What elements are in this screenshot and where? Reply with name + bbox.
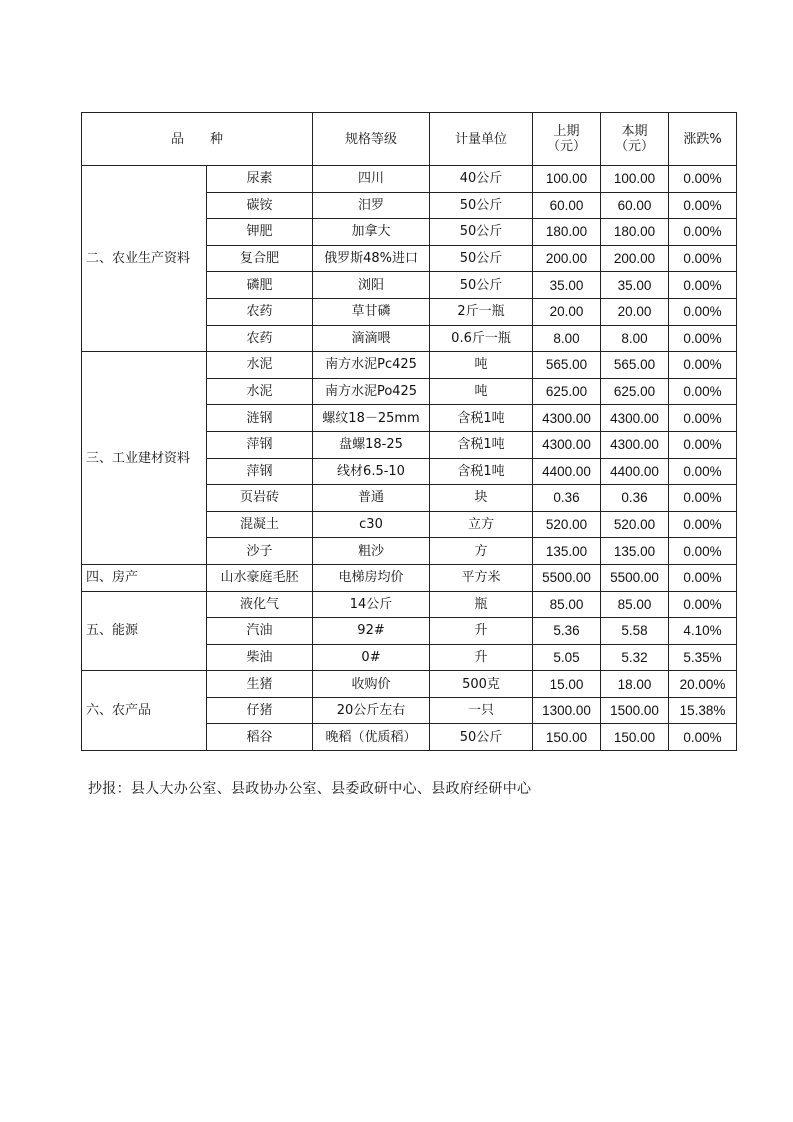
item-name: 萍钢	[207, 431, 313, 458]
previous-price: 20.00	[533, 298, 601, 325]
header-prev-price	[533, 113, 601, 166]
spec-grade: 南方水泥Po425	[313, 378, 430, 405]
spec-grade: 四川	[313, 166, 430, 193]
change-percent: 0.00%	[669, 724, 737, 751]
item-name: 混凝土	[207, 511, 313, 538]
change-percent: 0.00%	[669, 272, 737, 299]
change-percent: 15.38%	[669, 697, 737, 724]
measure-unit: 方	[430, 538, 533, 565]
table-row	[82, 352, 737, 379]
spec-grade: 螺纹18－25mm	[313, 405, 430, 432]
current-price: 35.00	[601, 272, 669, 299]
change-percent: 4.10%	[669, 618, 737, 645]
header-prev-line2: （元）	[547, 139, 587, 154]
measure-unit: 500克	[430, 671, 533, 698]
item-name: 仔猪	[207, 697, 313, 724]
item-name: 磷肥	[207, 272, 313, 299]
previous-price: 4300.00	[533, 431, 601, 458]
item-name: 农药	[207, 298, 313, 325]
item-name: 汽油	[207, 618, 313, 645]
measure-unit: 立方	[430, 511, 533, 538]
change-percent: 0.00%	[669, 591, 737, 618]
change-percent: 0.00%	[669, 352, 737, 379]
spec-grade: 俄罗斯48%进口	[313, 245, 430, 272]
item-name: 沙子	[207, 538, 313, 565]
previous-price: 0.36	[533, 485, 601, 512]
change-percent: 0.00%	[669, 219, 737, 246]
previous-price: 135.00	[533, 538, 601, 565]
spec-grade: 加拿大	[313, 219, 430, 246]
change-percent: 20.00%	[669, 671, 737, 698]
current-price: 5.32	[601, 644, 669, 671]
measure-unit: 2斤一瓶	[430, 298, 533, 325]
previous-price: 5500.00	[533, 564, 601, 591]
item-name: 页岩砖	[207, 485, 313, 512]
price-table	[81, 112, 737, 751]
measure-unit: 一只	[430, 697, 533, 724]
spec-grade: 盘螺18-25	[313, 431, 430, 458]
current-price: 5.58	[601, 618, 669, 645]
spec-grade: 0#	[313, 644, 430, 671]
category-label: 二、农业生产资料	[82, 166, 207, 352]
current-price: 1500.00	[601, 697, 669, 724]
measure-unit: 吨	[430, 378, 533, 405]
spec-grade: 92#	[313, 618, 430, 645]
spec-grade: 电梯房均价	[313, 564, 430, 591]
item-name: 稻谷	[207, 724, 313, 751]
spec-grade: 20公斤左右	[313, 697, 430, 724]
measure-unit: 50公斤	[430, 245, 533, 272]
spec-grade: c30	[313, 511, 430, 538]
previous-price: 200.00	[533, 245, 601, 272]
previous-price: 35.00	[533, 272, 601, 299]
copy-to-note: 抄报：县人大办公室、县政协办公室、县委政研中心、县政府经研中心	[88, 781, 532, 797]
measure-unit: 50公斤	[430, 192, 533, 219]
current-price: 8.00	[601, 325, 669, 352]
header-prev-line1: 上期	[553, 124, 580, 139]
spec-grade: 收购价	[313, 671, 430, 698]
measure-unit: 含税1吨	[430, 405, 533, 432]
change-percent: 0.00%	[669, 325, 737, 352]
category-label: 五、能源	[82, 591, 207, 671]
measure-unit: 0.6斤一瓶	[430, 325, 533, 352]
item-name: 萍钢	[207, 458, 313, 485]
current-price: 20.00	[601, 298, 669, 325]
item-name: 柴油	[207, 644, 313, 671]
previous-price: 565.00	[533, 352, 601, 379]
table-row	[82, 564, 737, 591]
spec-grade: 草甘磷	[313, 298, 430, 325]
measure-unit: 50公斤	[430, 272, 533, 299]
item-name: 山水豪庭毛胚	[207, 564, 313, 591]
item-name: 水泥	[207, 378, 313, 405]
header-change: 涨跌%	[669, 113, 737, 166]
measure-unit: 含税1吨	[430, 431, 533, 458]
current-price: 18.00	[601, 671, 669, 698]
previous-price: 180.00	[533, 219, 601, 246]
measure-unit: 块	[430, 485, 533, 512]
header-spec: 规格等级	[313, 113, 430, 166]
spec-grade: 线材6.5-10	[313, 458, 430, 485]
current-price: 4400.00	[601, 458, 669, 485]
measure-unit: 升	[430, 618, 533, 645]
change-percent: 0.00%	[669, 298, 737, 325]
item-name: 液化气	[207, 591, 313, 618]
header-curr-price	[601, 113, 669, 166]
table-row	[82, 591, 737, 618]
measure-unit: 50公斤	[430, 724, 533, 751]
previous-price: 5.05	[533, 644, 601, 671]
current-price: 150.00	[601, 724, 669, 751]
change-percent: 0.00%	[669, 378, 737, 405]
change-percent: 0.00%	[669, 245, 737, 272]
current-price: 0.36	[601, 485, 669, 512]
item-name: 涟钢	[207, 405, 313, 432]
header-curr-line1: 本期	[621, 124, 648, 139]
previous-price: 100.00	[533, 166, 601, 193]
current-price: 625.00	[601, 378, 669, 405]
table-row	[82, 671, 737, 698]
spec-grade: 晚稻（优质稻）	[313, 724, 430, 751]
measure-unit: 升	[430, 644, 533, 671]
current-price: 180.00	[601, 219, 669, 246]
current-price: 565.00	[601, 352, 669, 379]
header-row	[82, 113, 737, 166]
item-name: 尿素	[207, 166, 313, 193]
previous-price: 60.00	[533, 192, 601, 219]
table-body	[82, 166, 737, 751]
measure-unit: 含税1吨	[430, 458, 533, 485]
current-price: 100.00	[601, 166, 669, 193]
measure-unit: 平方米	[430, 564, 533, 591]
measure-unit: 40公斤	[430, 166, 533, 193]
previous-price: 150.00	[533, 724, 601, 751]
change-percent: 5.35%	[669, 644, 737, 671]
category-label: 四、房产	[82, 564, 207, 591]
current-price: 5500.00	[601, 564, 669, 591]
item-name: 碳铵	[207, 192, 313, 219]
previous-price: 1300.00	[533, 697, 601, 724]
category-label: 三、工业建材资料	[82, 352, 207, 565]
item-name: 水泥	[207, 352, 313, 379]
header-curr-line2: （元）	[615, 139, 655, 154]
header-unit: 计量单位	[430, 113, 533, 166]
previous-price: 4400.00	[533, 458, 601, 485]
current-price: 200.00	[601, 245, 669, 272]
change-percent: 0.00%	[669, 538, 737, 565]
change-percent: 0.00%	[669, 458, 737, 485]
previous-price: 520.00	[533, 511, 601, 538]
measure-unit: 吨	[430, 352, 533, 379]
item-name: 农药	[207, 325, 313, 352]
previous-price: 4300.00	[533, 405, 601, 432]
previous-price: 15.00	[533, 671, 601, 698]
current-price: 4300.00	[601, 431, 669, 458]
previous-price: 85.00	[533, 591, 601, 618]
current-price: 85.00	[601, 591, 669, 618]
change-percent: 0.00%	[669, 511, 737, 538]
current-price: 4300.00	[601, 405, 669, 432]
change-percent: 0.00%	[669, 405, 737, 432]
change-percent: 0.00%	[669, 192, 737, 219]
previous-price: 5.36	[533, 618, 601, 645]
measure-unit: 50公斤	[430, 219, 533, 246]
change-percent: 0.00%	[669, 564, 737, 591]
table-row	[82, 166, 737, 193]
previous-price: 625.00	[533, 378, 601, 405]
change-percent: 0.00%	[669, 431, 737, 458]
header-variety: 品 种	[82, 113, 313, 166]
change-percent: 0.00%	[669, 485, 737, 512]
category-label: 六、农产品	[82, 671, 207, 751]
previous-price: 8.00	[533, 325, 601, 352]
spec-grade: 粗沙	[313, 538, 430, 565]
spec-grade: 普通	[313, 485, 430, 512]
item-name: 生猪	[207, 671, 313, 698]
change-percent: 0.00%	[669, 166, 737, 193]
current-price: 135.00	[601, 538, 669, 565]
spec-grade: 南方水泥Pc425	[313, 352, 430, 379]
item-name: 复合肥	[207, 245, 313, 272]
current-price: 60.00	[601, 192, 669, 219]
spec-grade: 浏阳	[313, 272, 430, 299]
current-price: 520.00	[601, 511, 669, 538]
spec-grade: 汨罗	[313, 192, 430, 219]
spec-grade: 14公斤	[313, 591, 430, 618]
measure-unit: 瓶	[430, 591, 533, 618]
spec-grade: 滴滴喂	[313, 325, 430, 352]
item-name: 钾肥	[207, 219, 313, 246]
